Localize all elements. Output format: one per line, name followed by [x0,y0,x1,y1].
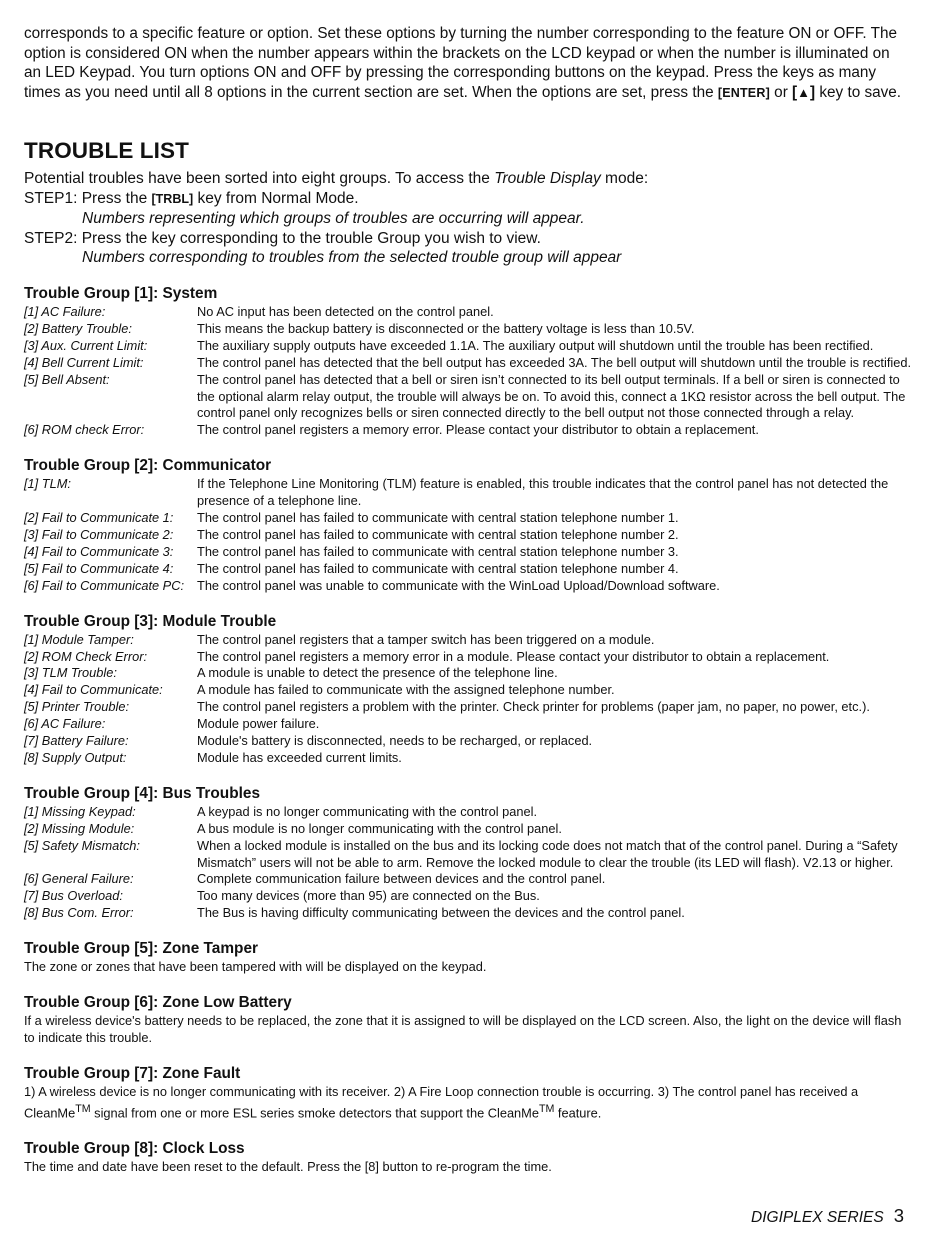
trouble-group-7 [24,1065,914,1122]
trouble-label: [5] Fail to Communicate 4: [24,560,174,576]
group-title: Trouble Group [3]: Module Trouble [24,612,277,630]
trouble-description: The control panel has failed to communicate with central station telephone number 3. [197,543,679,559]
trouble-label: [3] Aux. Current Limit: [24,337,148,353]
trouble-row [24,665,914,682]
trouble-row [24,632,914,649]
trouble-label: [3] TLM Trouble: [24,665,117,681]
trouble-label: [2] ROM Check Error: [24,648,148,664]
intro-sentence-end: mode: [600,170,649,187]
trademark-sup: TM [538,1102,555,1115]
group-description [24,1084,914,1122]
trouble-group-8 [24,1140,914,1176]
trouble-row [24,476,914,510]
trouble-row [24,821,914,838]
trouble-label: [5] Safety Mismatch: [24,837,140,853]
group-title: Trouble Group [1]: System [24,285,218,302]
trouble-row [24,372,914,423]
trouble-label: [3] Fail to Communicate 2: [24,526,174,542]
trouble-row [24,304,914,321]
series-name: DIGIPLEX SERIES [751,1209,884,1226]
trouble-description: The control panel has failed to communicate with central station telephone number 1. [197,510,679,526]
trouble-description: The control panel registers a memory error in a module. Please contact your distributor to obtain a replacement. [197,648,830,664]
up-key-open: [ [792,83,798,101]
up-key-close: ] [810,83,816,101]
group-title: Trouble Group [8]: Clock Loss [24,1139,245,1157]
group-description: If a wireless device's battery needs to be replaced, the zone that it is assigned to will be displayed on the LCD screen. Also, the light on the device will flash to indicate this trouble. [24,1013,902,1045]
trouble-row [24,355,914,372]
trouble-description: When a locked module is installed on the bus and its locking code does not match that of the control panel. During a “Safety Mismatch” users will not be able to arm. Remove the locked module to clear the trouble (its LED will flash). V2.13 or higher. [197,837,898,870]
trouble-label: [8] Bus Com. Error: [24,905,134,921]
trouble-description: The control panel registers that a tamper switch has been triggered on a module. [197,631,655,647]
trouble-label: [6] Fail to Communicate PC: [24,577,185,593]
trouble-label: [2] Missing Module: [24,820,135,836]
trouble-description: A keypad is no longer communicating with the control panel. [197,803,538,819]
trouble-list-intro [24,169,914,189]
trouble-label: [7] Battery Failure: [24,733,129,749]
step2-note: Numbers corresponding to troubles from the selected trouble group will appear [82,249,622,266]
trouble-label: [6] General Failure: [24,871,134,887]
trouble-row [24,544,914,561]
desc-part: signal from one or more ESL series smoke detectors that support the CleanMe [90,1105,539,1121]
trouble-label: [4] Fail to Communicate 3: [24,543,174,559]
step1 [24,189,914,210]
trbl-key: [TRBL] [151,191,194,206]
trouble-row [24,510,914,527]
trouble-description: A module is unable to detect the presence of the telephone line. [197,665,558,681]
trouble-description: A module has failed to communicate with the assigned telephone number. [197,682,615,698]
trouble-description: A bus module is no longer communicating with the control panel. [197,820,562,836]
desc-part: feature. [554,1105,602,1121]
trouble-label: [2] Battery Trouble: [24,320,132,336]
group-title: Trouble Group [2]: Communicator [24,457,272,475]
trouble-row [24,905,914,922]
trouble-group-2 [24,457,914,594]
trouble-row [24,338,914,355]
trouble-row [24,321,914,338]
trouble-description: Complete communication failure between devices and the control panel. [197,871,606,887]
trouble-list-instructions [24,169,914,268]
group-description: The time and date have been reset to the default. Press the [8] button to re-program the time. [24,1158,552,1174]
intro-sentence: Potential troubles have been sorted into eight groups. To access the [24,170,495,187]
desc-part: 1) A wireless device is no longer communicating with its receiver. 2) A Fire Loop connection trouble is occurring. 3) The control panel has received a CleanMe [24,1083,859,1121]
trouble-row [24,422,914,439]
trouble-description: The control panel registers a problem with the printer. Check printer for problems (paper jam, no paper, no power, etc.). [197,699,870,715]
trouble-description: Module has exceeded current limits. [197,749,402,765]
trouble-label: [7] Bus Overload: [24,888,123,904]
group-title: Trouble Group [4]: Bus Troubles [24,784,260,802]
group-title: Trouble Group [5]: Zone Tamper [24,940,258,958]
trouble-group-3 [24,613,914,767]
trouble-groups [24,285,914,1194]
trouble-description: The control panel has detected that the bell output has exceeded 3A. The bell output will shutdown until the trouble is rectified. [197,354,912,370]
up-arrow-icon: ▲ [797,84,811,100]
trouble-row [24,578,914,595]
trouble-row [24,838,914,872]
trouble-row [24,733,914,750]
step1-note: Numbers representing which groups of troubles are occurring will appear. [82,210,585,227]
trouble-description: The Bus is having difficulty communicating between the devices and the control panel. [197,905,685,921]
trouble-description: This means the backup battery is disconnected or the battery voltage is less than 10.5V. [197,320,695,336]
group-description: The zone or zones that have been tampered with will be displayed on the keypad. [24,959,487,975]
trouble-row [24,699,914,716]
trouble-description: The control panel was unable to communicate with the WinLoad Upload/Download software. [197,577,720,593]
page-footer [751,1205,904,1227]
trouble-display-mode: Trouble Display [494,170,601,187]
group-title: Trouble Group [7]: Zone Fault [24,1064,241,1082]
trouble-label: [2] Fail to Communicate 1: [24,510,174,526]
trouble-group-6 [24,994,914,1047]
trouble-label: [5] Printer Trouble: [24,699,130,715]
trouble-label: [1] Missing Keypad: [24,803,136,819]
trouble-description: Too many devices (more than 95) are connected on the Bus. [197,888,540,904]
trouble-row [24,561,914,578]
trouble-row [24,716,914,733]
trouble-label: [5] Bell Absent: [24,371,110,387]
trouble-description: The auxiliary supply outputs have exceeded 1.1A. The auxiliary output will shutdown until the trouble has been rectified. [197,337,874,353]
trouble-label: [1] TLM: [24,476,71,492]
trouble-label: [4] Fail to Communicate: [24,682,163,698]
trouble-row [24,682,914,699]
trouble-description: The control panel has failed to communicate with central station telephone number 4. [197,560,679,576]
trouble-label: [1] Module Tamper: [24,631,134,647]
intro-text: corresponds to a specific feature or option. Set these options by turning the number corresponding to the feature ON or OFF. The option is considered ON when the number appears within the brackets on the LCD keypad or when the number is illuminated on an LED Keypad. You turn options ON and OFF by pressing the corresponding buttons on the keypad. Press the keys as many times as you need until all 8 options in the current section are set. When the options are set, press the [24,25,897,101]
trouble-label: [4] Bell Current Limit: [24,354,144,370]
enter-key: [ENTER] [717,85,770,100]
intro-text-or: or [769,83,793,101]
group-list [24,285,914,922]
trouble-description: No AC input has been detected on the control panel. [197,304,494,319]
trouble-description: The control panel registers a memory error. Please contact your distributor to obtain a replacement. [197,422,759,438]
trouble-description: The control panel has detected that a bell or siren isn’t connected to its bell output terminals. If a bell or siren is connected to the optional alarm relay output, the trouble will always be on. To avoid this, connect a 1KΩ resistor across the bell output. The control panel only recognizes bells or siren connected directly to the bell output not those connected through a relay. [197,371,906,421]
trouble-description: If the Telephone Line Monitoring (TLM) feature is enabled, this trouble indicates that the control panel has not detected the presence of a telephone line. [197,476,889,509]
page-number: 3 [893,1205,904,1226]
trouble-description: Module's battery is disconnected, needs to be recharged, or replaced. [197,733,593,749]
trouble-label: [6] ROM check Error: [24,422,145,438]
step2: STEP2: Press the key corresponding to the trouble Group you wish to view. [24,229,541,247]
trouble-row [24,750,914,767]
trouble-description: The control panel has failed to communicate with central station telephone number 2. [197,526,679,542]
trouble-label: [1] AC Failure: [24,304,106,319]
trouble-row [24,888,914,905]
trouble-description: Module power failure. [197,716,320,732]
trouble-group-4 [24,785,914,922]
intro-text-end: key to save. [815,83,902,101]
trouble-row [24,804,914,821]
trouble-label: [6] AC Failure: [24,716,106,732]
trouble-list-title: TROUBLE LIST [24,138,189,163]
trouble-group-5 [24,940,914,976]
step1-suffix: key from Normal Mode. [193,189,359,207]
trouble-group-1 [24,285,914,439]
intro-paragraph [24,24,910,103]
trouble-label: [8] Supply Output: [24,749,127,765]
group-title: Trouble Group [6]: Zone Low Battery [24,994,292,1012]
trouble-row [24,649,914,666]
trouble-row [24,871,914,888]
trouble-row [24,527,914,544]
step1-prefix: STEP1: Press the [24,189,152,207]
trademark-sup: TM [75,1102,91,1115]
